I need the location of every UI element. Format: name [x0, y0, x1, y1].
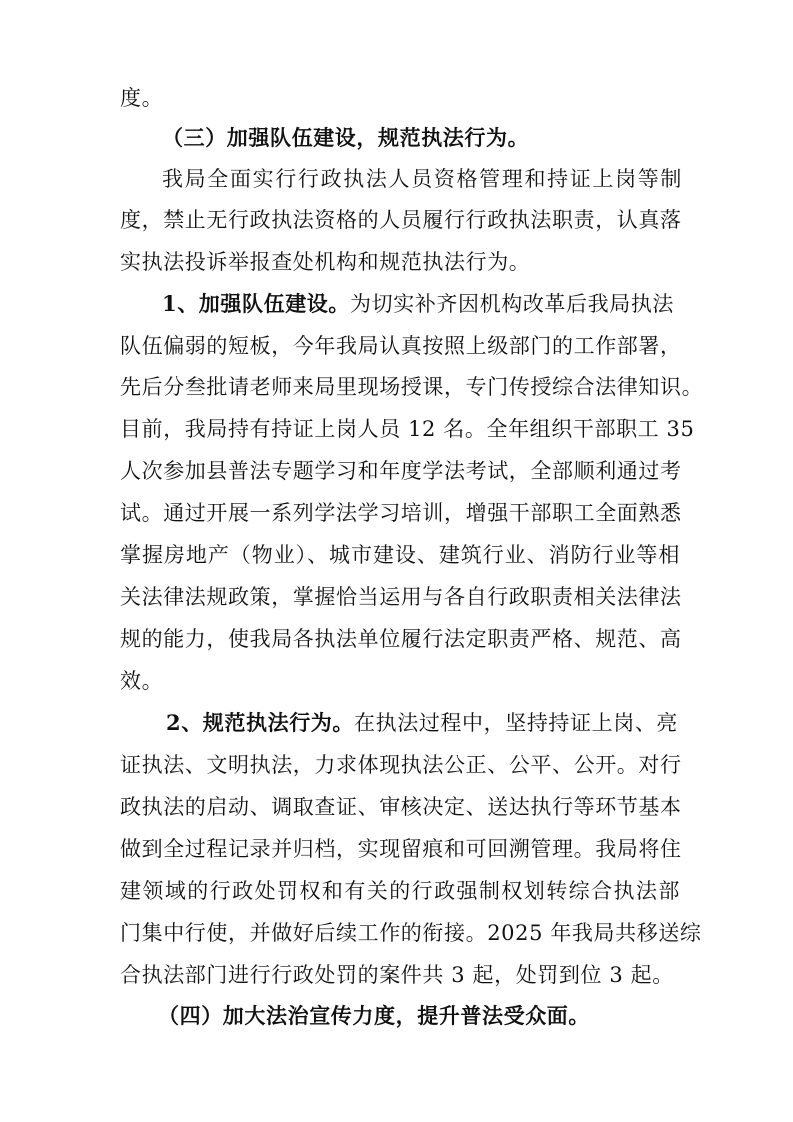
paragraph-line: 度，禁止无行政执法资格的人员履行行政执法职责，认真落: [120, 208, 682, 232]
paragraph-line: 掌握房地产（物业）、城市建设、建筑行业、消防行业等相: [120, 543, 680, 567]
paragraph-line: 先后分叁批请老师来局里现场授课，专门传授综合法律知识。: [120, 375, 704, 399]
paragraph-line: 目前，我局持有持证上岗人员 12 名。全年组织干部职工 35: [120, 417, 695, 441]
paragraph-line: 关法律法规政策，掌握恰当运用与各自行政职责相关法律法: [120, 585, 682, 609]
subsection-heading-2: 2、规范执法行为。: [166, 710, 355, 735]
paragraph-line: 政执法的启动、调取查证、审核决定、送达执行等环节基本: [120, 795, 682, 819]
paragraph-line: 效。: [120, 669, 164, 693]
paragraph-line: 实执法投诉举报查处机构和规范执法行为。: [120, 250, 531, 274]
subsection-heading-1: 1、加强队伍建设。: [162, 291, 351, 316]
paragraph-line: 证执法、文明执法，力求体现执法公正、公平、公开。对行: [120, 753, 682, 777]
paragraph-line: 我局全面实行行政执法人员资格管理和持证上岗等制: [162, 167, 682, 191]
paragraph-line: 试。通过开展一系列学法学习培训，增强干部职工全面熟悉: [120, 501, 682, 525]
section-heading-3: （三）加强队伍建设，规范执法行为。: [162, 125, 530, 150]
paragraph-line: 度。: [120, 86, 164, 110]
subsection-line-1: [162, 289, 682, 319]
paragraph-line: 建领域的行政处罚权和有关的行政强制权划转综合执法部: [120, 879, 680, 903]
paragraph-line: 规的能力，使我局各执法单位履行法定职责严格、规范、高: [120, 627, 682, 651]
paragraph-line: 门集中行使，并做好后续工作的衔接。2025 年我局共移送综: [120, 921, 702, 945]
subsection-line-2: [166, 708, 682, 738]
paragraph-line: 人次参加县普法专题学习和年度学法考试，全部顺利通过考: [120, 459, 682, 483]
paragraph-line: 合执法部门进行行政处罚的案件共 3 起，处罚到位 3 起。: [120, 963, 674, 987]
subsection-text-1: 为切实补齐因机构改革后我局执法: [350, 292, 675, 316]
paragraph-line: 队伍偏弱的短板，今年我局认真按照上级部门的工作部署，: [120, 334, 682, 358]
subsection-text-2: 在执法过程中，坚持持证上岗、亮: [354, 711, 679, 735]
paragraph-line: 做到全过程记录并归档，实现留痕和可回溯管理。我局将住: [120, 837, 682, 861]
section-heading-4: （四）加大法治宣传力度，提升普法受众面。: [158, 1003, 590, 1028]
